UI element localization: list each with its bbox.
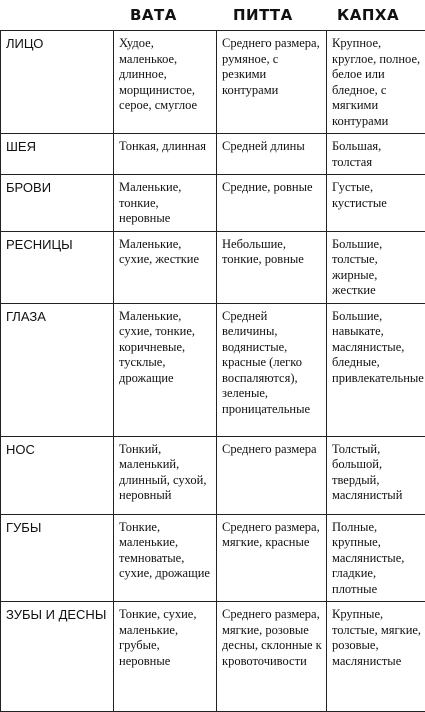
- cell-teeth-vata: Тонкие, сухие, маленькие, грубые, неровные: [114, 602, 217, 712]
- cell-brows-pitta: Средние, ровные: [217, 175, 327, 232]
- cell-face-vata: Худое, маленькое, длинное, морщинистое, серое, смуглое: [114, 31, 217, 134]
- cell-face-pitta: Среднего размера, румяное, с резкими контурами: [217, 31, 327, 134]
- table-row-lashes: [1, 231, 425, 303]
- cell-neck-pitta: Средней длины: [217, 134, 327, 175]
- cell-teeth-pitta: Среднего размера, мягкие, розовые десны, склонные к кровоточивости: [217, 602, 327, 712]
- cell-lashes-vata: Маленькие, сухие, жесткие: [114, 231, 217, 303]
- cell-eyes-kapha: Большие, навыкате, маслянистые, бледные, привлекательные: [327, 303, 425, 436]
- dosha-table: [0, 30, 425, 712]
- cell-eyes-pitta: Средней величины, водянистые, красные (легко воспаляются), зеленые, проницательные: [217, 303, 327, 436]
- cell-face-kapha: Крупное, круглое, полное, белое или бледное, с мягкими контурами: [327, 31, 425, 134]
- row-label-eyes: ГЛАЗА: [1, 303, 114, 436]
- column-header-vata: ВАТА: [130, 6, 177, 24]
- row-label-brows: БРОВИ: [1, 175, 114, 232]
- cell-brows-kapha: Густые, кустистые: [327, 175, 425, 232]
- row-label-lashes: РЕСНИЦЫ: [1, 231, 114, 303]
- column-header-pitta: ПИТТА: [233, 6, 293, 24]
- row-label-teeth: ЗУБЫ И ДЕСНЫ: [1, 602, 114, 712]
- table-row-nose: [1, 436, 425, 514]
- row-label-nose: НОС: [1, 436, 114, 514]
- cell-lips-vata: Тонкие, маленькие, темноватые, сухие, дрожащие: [114, 514, 217, 602]
- column-header-kapha: КАПХА: [337, 6, 399, 24]
- row-label-face: ЛИЦО: [1, 31, 114, 134]
- table-row-teeth: [1, 602, 425, 712]
- row-label-neck: ШЕЯ: [1, 134, 114, 175]
- cell-neck-kapha: Большая, толстая: [327, 134, 425, 175]
- table-row-eyes: [1, 303, 425, 436]
- cell-nose-pitta: Среднего размера: [217, 436, 327, 514]
- cell-lashes-pitta: Небольшие, тонкие, ровные: [217, 231, 327, 303]
- cell-lashes-kapha: Большие, толстые, жирные, жесткие: [327, 231, 425, 303]
- cell-lips-kapha: Полные, крупные, маслянистые, гладкие, плотные: [327, 514, 425, 602]
- cell-teeth-kapha: Крупные, толстые, мягкие, розовые, маслянистые: [327, 602, 425, 712]
- cell-eyes-vata: Маленькие, сухие, тонкие, коричневые, тусклые, дрожащие: [114, 303, 217, 436]
- table-row-face: [1, 31, 425, 134]
- table-row-brows: [1, 175, 425, 232]
- row-label-lips: ГУБЫ: [1, 514, 114, 602]
- cell-nose-kapha: Толстый, большой, твердый, маслянистый: [327, 436, 425, 514]
- cell-brows-vata: Маленькие, тонкие, неровные: [114, 175, 217, 232]
- table-row-lips: [1, 514, 425, 602]
- cell-neck-vata: Тонкая, длинная: [114, 134, 217, 175]
- cell-lips-pitta: Среднего размера, мягкие, красные: [217, 514, 327, 602]
- table-row-neck: [1, 134, 425, 175]
- cell-nose-vata: Тонкий, маленький, длинный, сухой, неровный: [114, 436, 217, 514]
